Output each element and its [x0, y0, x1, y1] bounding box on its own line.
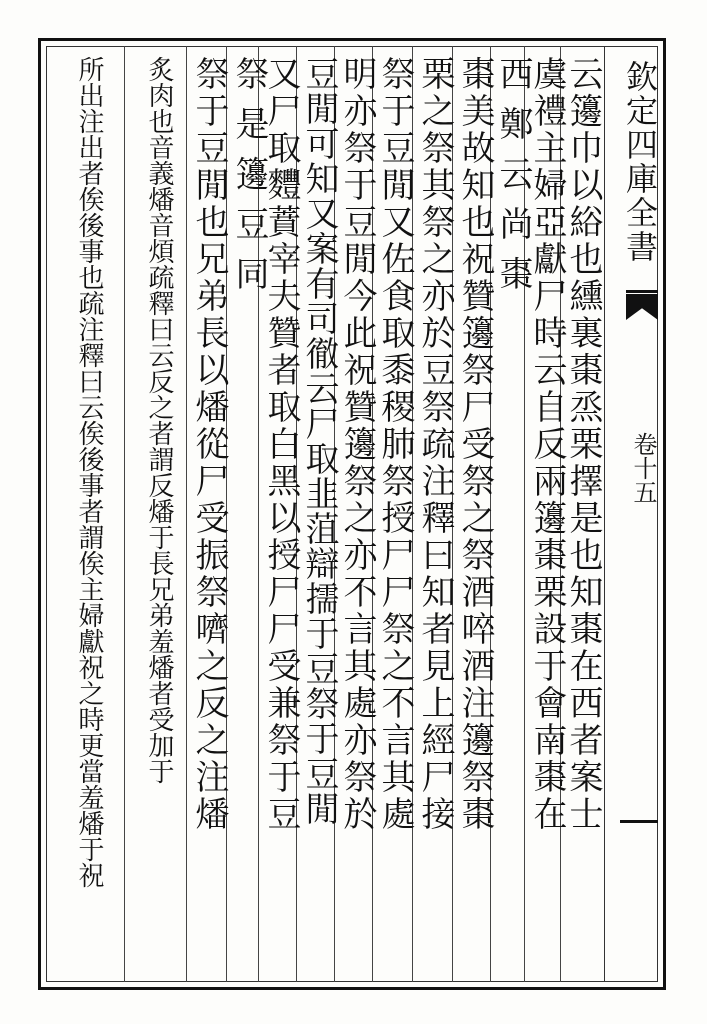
text-column-9: 又尸取麷蕡宰夫贊者取白黑以授尸尸受兼祭于豆: [261, 56, 301, 833]
text-column-7: 明亦祭于豆閒今此祝贊籩祭之亦不言其處亦祭於: [337, 56, 377, 833]
margin-bottom-rule: [620, 820, 658, 823]
volume-number: 卷十五: [629, 432, 657, 504]
text-column-10: 祭是籩豆同: [229, 56, 269, 306]
column-divider: [124, 46, 125, 982]
fish-tail-top-rule: [626, 290, 658, 293]
book-title: 欽定四庫全書: [621, 60, 659, 264]
text-column-2: 虞禮主婦亞獻尸時云自反兩籩棗栗設于會南棗在: [527, 56, 567, 833]
text-column-6: 祭于豆閒又佐食取黍稷肺祭授尸尸祭之不言其處: [375, 56, 415, 833]
text-column-12: 炙肉也音義燔音煩疏釋曰云反之者謂反燔于長兄弟羞燔者受加于: [144, 56, 174, 784]
text-column-5: 栗之祭其祭之亦於豆祭疏注釋曰知者見上經尸接: [415, 56, 455, 833]
text-column-8: 豆閒可知又案有司徹云尸取韭菹辯擩于豆祭于豆閒: [299, 56, 339, 826]
text-column-1: 云籩巾以綌也纁裏棗烝栗擇是也知棗在西者案士: [563, 56, 603, 833]
text-column-13: 所出注出者俟後事也疏注釋曰云俟後事者謂俟主婦獻祝之時更當羞燔于祝: [74, 56, 104, 888]
text-column-4: 棗美故知也祝贊籩祭尸受祭之祭酒啐酒注籩祭棗: [455, 56, 495, 833]
text-column-3: 西鄭云尚棗: [493, 56, 533, 306]
text-column-11: 祭于豆閒也兄弟長以燔從尸受振祭嚌之反之注燔: [189, 56, 229, 833]
column-divider: [186, 46, 187, 982]
